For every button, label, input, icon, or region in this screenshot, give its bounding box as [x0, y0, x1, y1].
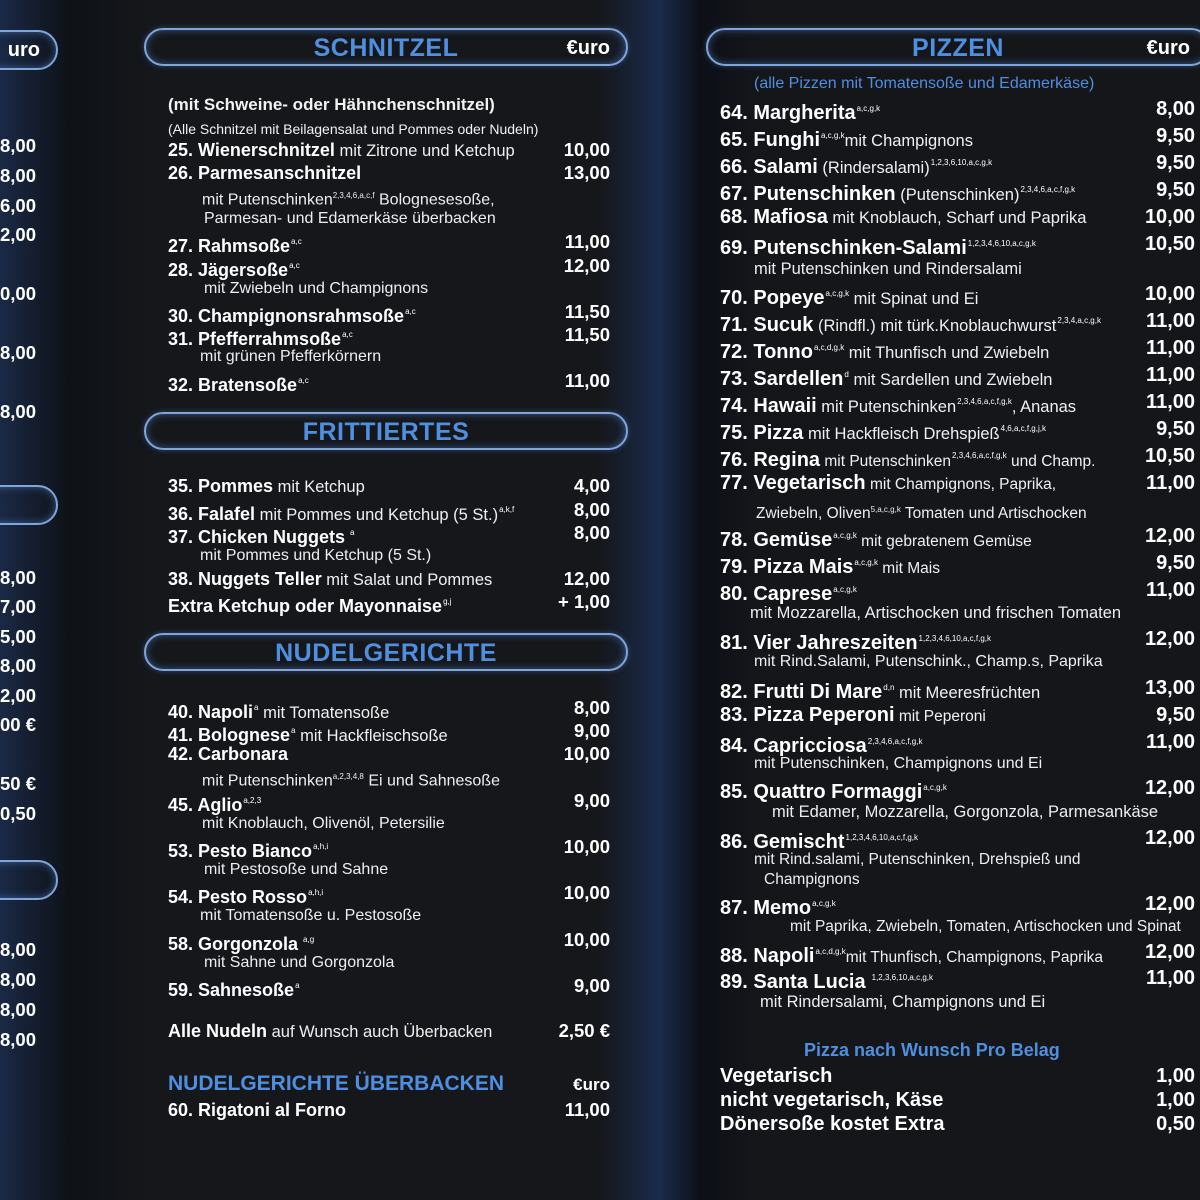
menu-item: 82. Frutti Di Mare$^{d,n}$ mit Meeresfrüchten 13,00: [720, 677, 1195, 703]
menu-item: 41. Bolognese$^a$ mit Hackfleischsoße 9,00: [168, 720, 610, 745]
menu-item: 77. Vegetarisch mit Champignons, Paprika, 11,00: [720, 472, 1195, 494]
left-price: 8,00: [0, 165, 37, 186]
left-header-box: [0, 30, 58, 70]
euro-label: €uro: [566, 37, 610, 59]
menu-item: 65. Funghi$^{a,c,g,k}$mit Champignons 9,50: [720, 125, 1195, 151]
menu-item: 28. Jägersoße$^{a,c}$ 12,00: [168, 255, 610, 280]
item-description: mit Putenschinken$^{a,2,3,4,8}$ Ei und Sahnesoße: [202, 772, 500, 790]
menu-item: 74. Hawaii mit Putenschinken$^{2,3,4,6,a,c,f,g,k}$, Ananas 11,00: [720, 391, 1195, 417]
item-description: mit Zwiebeln und Champignons: [204, 280, 429, 297]
menu-item: 35. Pommes mit Ketchup 4,00: [168, 475, 610, 496]
left-price: 8,00: [0, 135, 37, 156]
section-title: FRITTIERTES: [302, 418, 470, 446]
menu-item: 89. Santa Lucia $^{1,2,3,6,10,a,c,g,k}$ 11,00: [720, 967, 1195, 993]
menu-item: 71. Sucuk (Rindfl.) mit türk.Knoblauchwurst$^{2,3,4,a,c,g,k}$ 11,00: [720, 310, 1195, 336]
menu-item: 87. Memo$^{a,c,g,k}$ 12,00: [720, 893, 1195, 919]
menu-item: 73. Sardellen$^d$ mit Sardellen und Zwiebeln 11,00: [720, 364, 1195, 390]
item-description: mit Putenschinken$^{2,3,4,6,a,c,f}$ Bolognesesoße,: [202, 191, 495, 209]
left-price: 8,00: [0, 401, 37, 422]
menu-item: 78. Gemüse$^{a,c,g,k}$ mit gebratenem Gemüse 12,00: [720, 525, 1195, 551]
item-description: mit Tomatensoße u. Pestosoße: [200, 907, 422, 924]
menu-item: 88. Napoli$^{a,c,d,g,k}$mit Thunfisch, Champignons, Paprika 12,00: [720, 941, 1195, 967]
left-header-euro: uro: [7, 39, 40, 61]
menu-item: Vegetarisch 1,00: [720, 1065, 1195, 1087]
item-description: mit Pestosoße und Sahne: [204, 861, 389, 878]
menu-item: Dönersoße kostet Extra 0,50: [720, 1113, 1195, 1135]
left-price: 8,00: [0, 969, 37, 990]
menu-item: 84. Capricciosa$^{2,3,4,6,a,c,f,g,k}$ 11,00: [720, 731, 1195, 757]
section-header-frittiertes: [144, 412, 628, 450]
menu-item: 85. Quattro Formaggi$^{a,c,g,k}$ 12,00: [720, 777, 1195, 803]
item-description: Zwiebeln, Oliven$^{5,a,c,g,k}$ Tomaten und Artischocken: [756, 505, 1087, 523]
left-price: 8,00: [0, 1029, 37, 1050]
item-description: mit Paprika, Zwiebeln, Tomaten, Artischocken und Spinat: [790, 918, 1181, 935]
left-price: 50 €: [0, 773, 37, 794]
menu-item: 27. Rahmsoße$^{a,c}$ 11,00: [168, 231, 610, 256]
menu-item: 80. Caprese$^{a,c,g,k}$ 11,00: [720, 579, 1195, 605]
left-price: 2,00: [0, 685, 37, 706]
menu-item: 38. Nuggets Teller mit Salat und Pommes 12,00: [168, 568, 610, 589]
pizzen-intro: (alle Pizzen mit Tomatensoße und Edamerkäse): [754, 75, 1095, 92]
menu-item: 68. Mafiosa mit Knoblauch, Scharf und Paprika 10,00: [720, 206, 1195, 228]
item-description: mit Rindersalami, Champignons und Ei: [760, 993, 1046, 1011]
left-price: 2,00: [0, 224, 37, 245]
section-title-ueberbacken: NUDELGERICHTE ÜBERBACKEN: [168, 1072, 505, 1095]
item-description: mit Putenschinken, Champignons und Ei: [754, 755, 1043, 772]
section-title: SCHNITZEL: [313, 34, 459, 62]
right-column: [700, 0, 1200, 1200]
section-title: PIZZEN: [912, 34, 1004, 62]
menu-item: 42. Carbonara 10,00: [168, 743, 610, 764]
menu-item: 69. Putenschinken-Salami$^{1,2,3,4,6,10,a,c,g,k}$ 10,50: [720, 233, 1195, 259]
euro-label: €uro: [1146, 37, 1190, 59]
menu-item: 30. Champignonsrahmsoße$^{a,c}$ 11,50: [168, 301, 610, 326]
menu-item: 79. Pizza Mais$^{a,c,g,k}$ mit Mais 9,50: [720, 552, 1195, 578]
menu-item: 59. Sahnesoße$^a$ 9,00: [168, 975, 610, 1000]
item-description: mit Mozzarella, Artischocken und frischen Tomaten: [750, 604, 1122, 622]
left-section-box: [0, 860, 58, 900]
menu-item: nicht vegetarisch, Käse 1,00: [720, 1089, 1195, 1111]
menu-item: 26. Parmesanschnitzel 13,00: [168, 162, 610, 183]
left-price: 8,00: [0, 567, 37, 588]
left-price: 00 €: [0, 714, 37, 735]
menu-item: 70. Popeye$^{a,c,g,k}$ mit Spinat und Ei 10,00: [720, 283, 1195, 309]
item-description: mit Rind.salami, Putenschinken, Drehspieß und: [754, 851, 1081, 868]
left-price: 7,00: [0, 596, 37, 617]
menu-item: 53. Pesto Bianco$^{a,h,i}$ 10,00: [168, 836, 610, 861]
item-description: mit Sahne und Gorgonzola: [204, 954, 395, 971]
left-price: 5,00: [0, 626, 37, 647]
menu-item: 32. Bratensoße$^{a,c}$ 11,00: [168, 370, 610, 395]
menu-item: Extra Ketchup oder Mayonnaise$^{g,j}$ + 1,00: [168, 591, 610, 616]
item-description: mit grünen Pfefferkörnern: [200, 348, 382, 365]
menu-item: 45. Aglio$^{a,2,3}$ 9,00: [168, 790, 610, 815]
middle-column: [140, 0, 636, 1200]
menu-item: 67. Putenschinken (Putenschinken)$^{2,3,4,6,a,c,f,g,k}$ 9,50: [720, 179, 1195, 205]
item-description: Parmesan- und Edamerkäse überbacken: [204, 210, 496, 227]
menu-item: 25. Wienerschnitzel mit Zitrone und Ketchup 10,00: [168, 139, 610, 160]
left-price: 0,50: [0, 803, 37, 824]
left-price: 8,00: [0, 999, 37, 1020]
left-section-box: [0, 485, 58, 525]
left-column: [0, 0, 130, 1200]
menu-item: 40. Napoli$^a$ mit Tomatensoße 8,00: [168, 697, 610, 722]
menu-item: 76. Regina mit Putenschinken$^{2,3,4,6,a,c,f,g,k}$ und Champ. 10,50: [720, 445, 1195, 471]
menu-item: 83. Pizza Peperoni mit Peperoni 9,50: [720, 704, 1195, 726]
left-price: 0,00: [0, 283, 37, 304]
menu-item: Alle Nudeln auf Wunsch auch Überbacken 2,50 €: [168, 1020, 610, 1041]
menu-item: 66. Salami (Rindersalami)$^{1,2,3,6,10,a,c,g,k}$ 9,50: [720, 152, 1195, 178]
menu-item: 54. Pesto Rosso$^{a,h,i}$ 10,00: [168, 882, 610, 907]
pizza-nach-wunsch-title: Pizza nach Wunsch Pro Belag: [804, 1040, 1060, 1060]
item-description: mit Putenschinken und Rindersalami: [754, 260, 1022, 278]
left-price: 8,00: [0, 342, 37, 363]
euro-label: €uro: [573, 1075, 610, 1094]
schnitzel-intro: (mit Schweine- oder Hähnchenschnitzel): [168, 95, 495, 114]
item-description: mit Edamer, Mozzarella, Gorgonzola, Parmesankäse: [772, 803, 1159, 821]
item-description: mit Knoblauch, Olivenöl, Petersilie: [202, 815, 445, 832]
item-description: Champignons: [764, 871, 860, 888]
menu-item: 75. Pizza mit Hackfleisch Drehspieß$^{4,6,a,c,f,g,j,k}$ 9,50: [720, 418, 1195, 444]
item-description: mit Rind.Salami, Putenschink., Champ.s, Paprika: [754, 653, 1103, 670]
section-title: NUDELGERICHTE: [275, 639, 497, 667]
left-price: 8,00: [0, 655, 37, 676]
left-price: 8,00: [0, 939, 37, 960]
section-header-nudelgerichte: [144, 633, 628, 671]
item-description: mit Pommes und Ketchup (5 St.): [200, 547, 432, 564]
menu-item: 58. Gorgonzola $^{a,g}$ 10,00: [168, 929, 610, 954]
schnitzel-intro-2: (Alle Schnitzel mit Beilagensalat und Pommes oder Nudeln): [168, 121, 539, 137]
left-price: 6,00: [0, 195, 37, 216]
menu-item: 31. Pfefferrahmsoße$^{a,c}$ 11,50: [168, 324, 610, 349]
menu-item: 60. Rigatoni al Forno 11,00: [168, 1099, 610, 1120]
menu-item: 81. Vier Jahreszeiten$^{1,2,3,4,6,10,a,c,f,g,k}$ 12,00: [720, 628, 1195, 654]
menu-item: 36. Falafel mit Pommes und Ketchup (5 St.)$^{a,k,f}$ 8,00: [168, 499, 610, 524]
menu-item: 86. Gemischt$^{1,2,3,4,6,10,a,c,f,g,k}$ 12,00: [720, 827, 1195, 853]
menu-item: 37. Chicken Nuggets $^a$ 8,00: [168, 522, 610, 547]
menu-item: 64. Margherita$^{a,c,g,k}$ 8,00: [720, 98, 1195, 124]
menu-item: 72. Tonno$^{a,c,d,g,k}$ mit Thunfisch und Zwiebeln 11,00: [720, 337, 1195, 363]
